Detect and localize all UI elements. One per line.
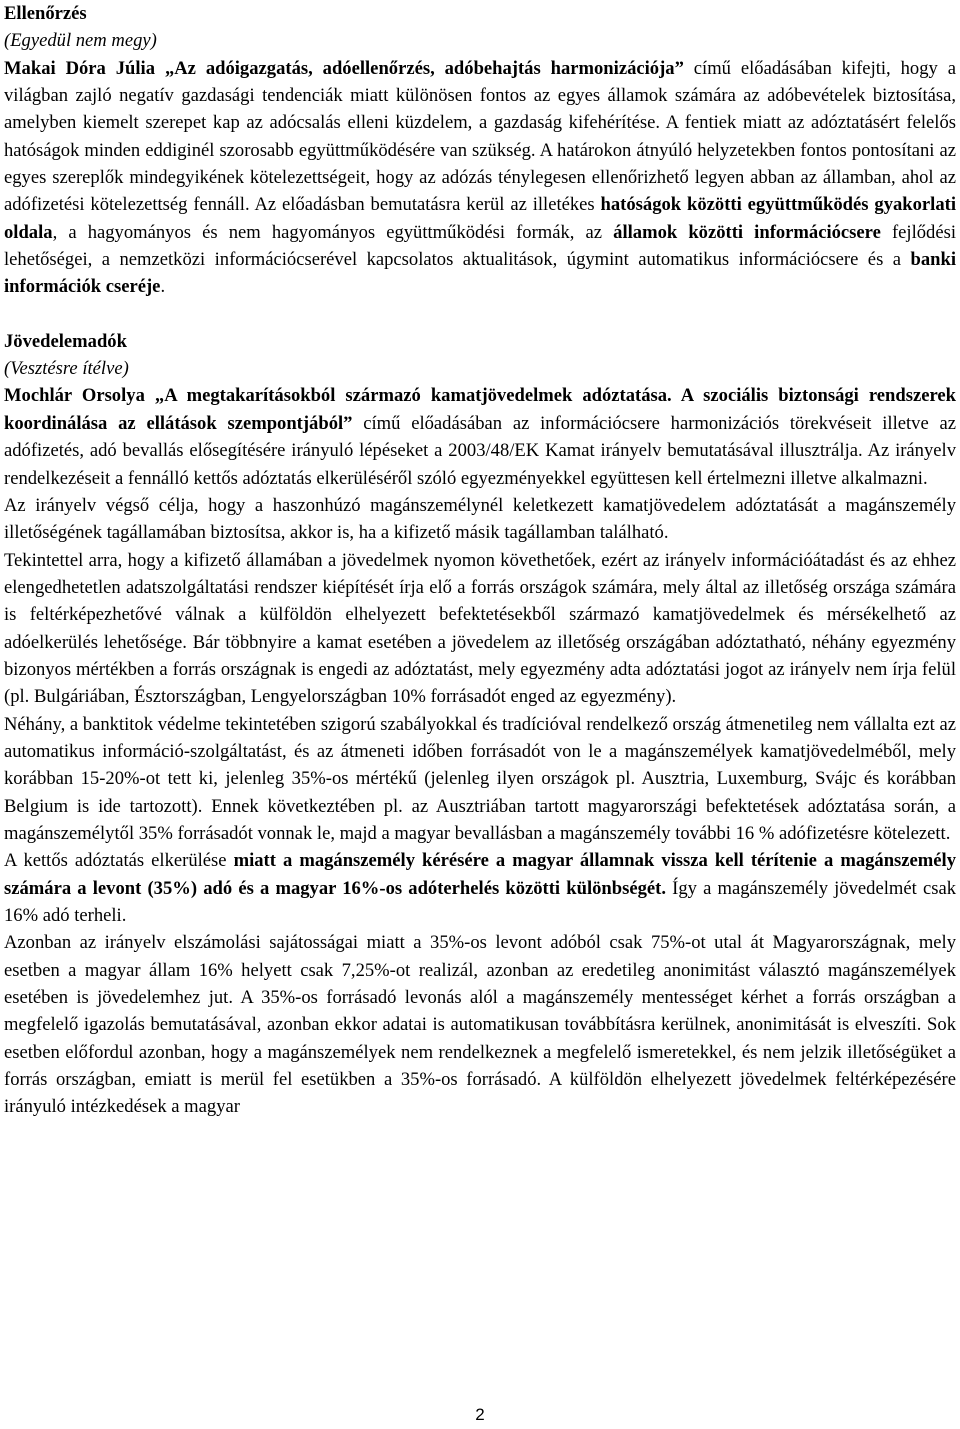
paragraph-text: című előadásában kifejti, hogy a világban zajló negatív gazdasági tendenciák miatt különösen fontos az egyes államok számára az adóbevételek biztosítása, amelyben kiemelt szerepet kap az adócsalás elleni küzdelem, a gazdaság kifehérítése. A fentiek miatt az adóztatásért felelős hatóságok minden eddiginél szorosabb együttműködésére van szükség. A határokon átnyúló helyzetekben fontos pontosítani az egyes szereplők mindegyikének kötelezettségeit, hogy az adózás ténylegesen ellenőrizhető legyen abban az államban, ahol az adófizetési kötelezettség fennáll. Az előadásban bemutatásra kerül az illetékes [4, 57, 956, 216]
paragraph-text: Így a magánszemély jövedelmét csak 16% adó terheli. [4, 877, 956, 926]
section-heading-jovedelemadok: Jövedelemadók [4, 330, 127, 352]
paragraph-text: fejlődési lehetőségei, a nemzetközi információcserével kapcsolatos aktualitások, úgymint automatikus információcsere és a [4, 221, 956, 271]
paragraph-directive-goal: Az irányelv végső célja, hogy a haszonhúzó magánszemélynél keletkezett kamatjövedelem adóztatását a magánszemély illetőségének tagállamában biztosítsa, akkor is, ha a kifizető másik tagállamban található. [4, 494, 956, 544]
paragraph-settlement: Azonban az irányelv elszámolási sajátosságai miatt a 35%-os levont adóból csak 75%-ot utal át Magyarországnak, mely esetben a magyar állam 16% helyett csak 7,25%-ot realizál, azonban az eredetileg anonimitást választó magánszemélyek esetében is jövedelemhez jut. A 35%-os forrásadó levonás alól a magánszemély mentességet kérhet a forrás országban a megfelelő igazolás bemutatásával, azonban ekkor adatai is automatikusan továbbításra kerülnek, anonimitását is elveszíti. Sok esetben előfordul azonban, hogy a magánszemélyek nem rendelkeznek a megfelelő ismeretekkel, és nem jelzik illetőségüket a forrás országban, emiatt is merül fel esetükben a 35%-os forrásadó. A külföldön elhelyezett jövedelmek feltérképezésére irányuló intézkedések a magyar [4, 932, 956, 1118]
paragraph-mochlar [4, 382, 956, 491]
section-heading-ellenorzes: Ellenőrzés [4, 3, 87, 24]
paragraph-text: A kettős adóztatás elkerülése [4, 850, 234, 872]
paragraph-double-taxation [4, 847, 956, 929]
paragraph-text: , a hagyományos és nem hagyományos együttműködési formák, az [52, 221, 614, 243]
talk-title-mochlar: Mochlár Orsolya „A megtakarításokból származó kamatjövedelmek adóztatása. A szociális biztonsági rendszerek koordinálása az ellátások szempontjából” [4, 385, 956, 434]
paragraph-makai [4, 55, 956, 301]
paragraph-text: című előadásában az információcsere harmonizációs törekvéseit illetve az adófizetés, adó bevallás elősegítésére irányuló lépéseket a 2003/48/EK Kamat irányelv bemutatásával illusztrálja. Az irányelv rendelkezéseit a fennálló kettős adóztatás elkerüléséről szóló egyezményekkel együttesen kell értelmezni illetve alkalmazni. [4, 412, 956, 489]
section-status-ellenorzes: (Egyedül nem megy) [4, 30, 157, 52]
section-status-jovedelemadok: (Vesztésre ítélve) [4, 358, 129, 380]
document-page [4, 0, 956, 1121]
paragraph-text: . [160, 276, 166, 298]
page-number: 2 [475, 1405, 485, 1424]
bold-phrase: banki információk cseréje [4, 249, 956, 298]
paragraph-information-transfer: Tekintettel arra, hogy a kifizető államában a jövedelmek nyomon követhetőek, ezért az irányelv információátadást és az ehhez elengedhetetlen adatszolgáltatási rendszer kiépítését írja elő a forrás országok számára, mely által az illetőség országa számára is feltérképezhetővé válnak a külföldön elhelyezett befektetésekből származó kamatjövedelmek és mérsékelhető az adóelkerülés lehetősége. Bár többnyire a kamat esetében a jövedelem az illetőség országában adóztatható, néhány egyezmény bizonyos mértékben a forrás országnak is engedi az adóztatást, mely egyezmény adta adóztatási jogot az irányelv nem írja felül (pl. Bulgáriában, Észtországban, Lengyelországban 10% forrásadót enged az egyezmény). [4, 549, 956, 708]
section-spacer [4, 301, 956, 328]
paragraph-bank-secrecy: Néhány, a banktitok védelme tekintetében szigorú szabályokkal és tradícióval rendelkező ország átmenetileg nem vállalta ezt az automatikus információ-szolgáltatást, és az átmeneti időben forrásadót von le a magánszemélyek kamatjövedelméből, mely korábban 15-20%-ot tett ki, jelenleg 35%-os mértékű (jelenleg ilyen országok pl. Ausztria, Luxemburg, Svájc és korábban Belgium is ide tartozott). Ennek következtében pl. az Ausztriában tartott magyarországi befektetések adóztatása során, a magánszemélytől 35% forrásadót vonnak le, majd a magyar bevallásban a magánszemély további 16 % adófizetésre kötelezett. [4, 713, 956, 844]
talk-title-makai: Makai Dóra Júlia „Az adóigazgatás, adóellenőrzés, adóbehajtás harmonizációja” [4, 57, 684, 79]
bold-phrase: miatt a magánszemély kérésére a magyar államnak vissza kell térítenie a magánszemély számára a levont (35%) adó és a magyar 16%-os adóterhelés közötti különbségét. [4, 850, 956, 899]
bold-phrase: államok közötti információcsere [613, 221, 881, 243]
bold-phrase: hatóságok közötti együttműködés gyakorlati oldala [4, 194, 956, 243]
